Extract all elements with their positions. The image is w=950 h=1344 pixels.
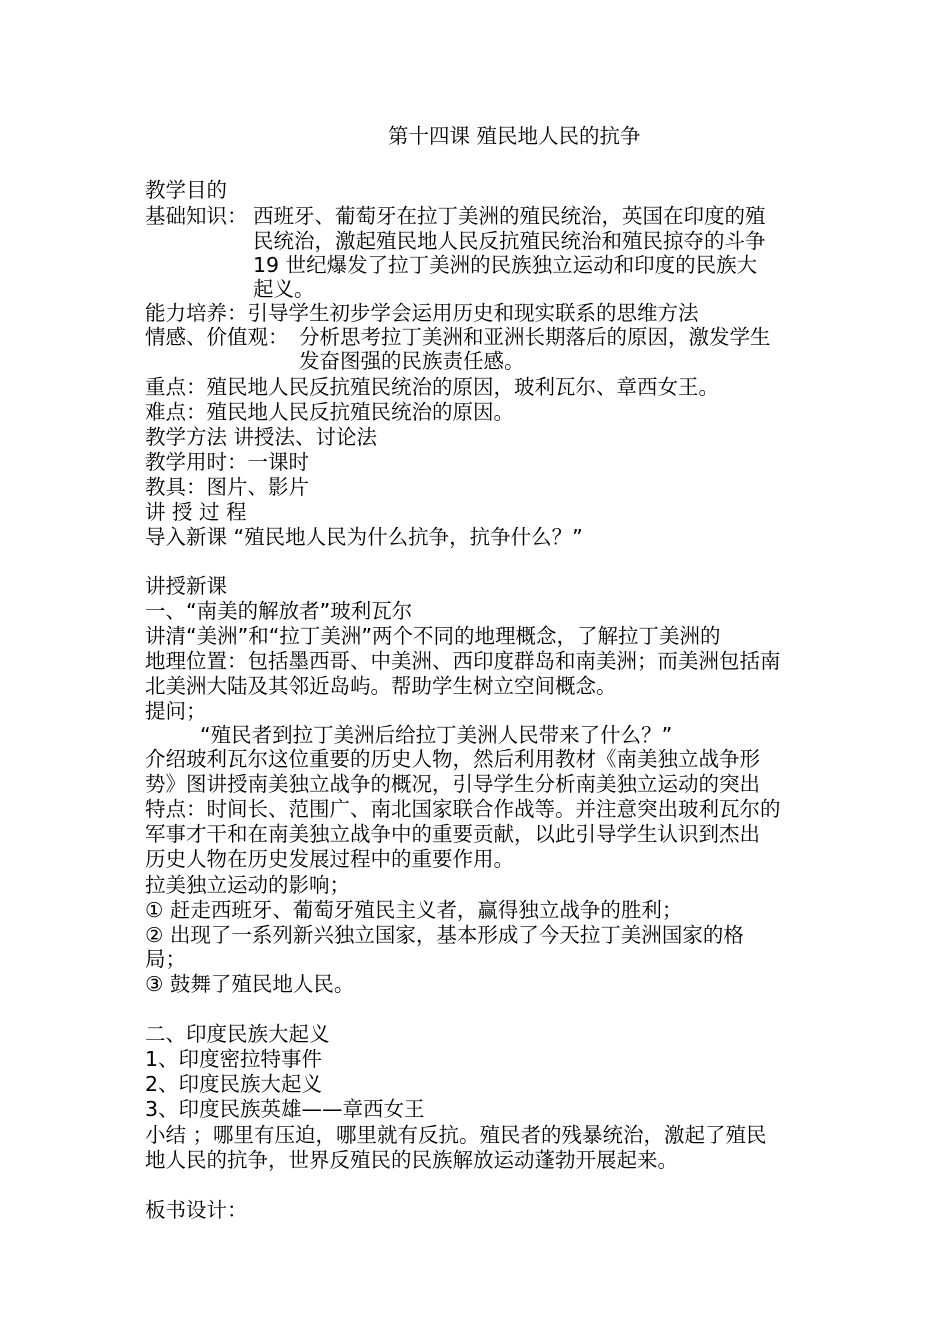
impact-item: ② 出现了一系列新兴独立国家，基本形成了今天拉丁美洲国家的格 <box>145 923 744 947</box>
objectives-heading: 教学目的 <box>145 178 227 202</box>
section2-item: 2、印度民族大起义 <box>145 1072 323 1096</box>
basic-knowledge-line: 起义。 <box>253 277 315 301</box>
intro-line: 导入新课 “殖民地人民为什么抗争，抗争什么？” <box>145 525 583 549</box>
section2-heading: 二、印度民族大起义 <box>145 1022 330 1046</box>
section1-para1-line: 地理位置：包括墨西哥、中美洲、西印度群岛和南美洲；而美洲包括南 <box>145 649 781 673</box>
emotion-label: 情感、价值观： <box>145 325 289 349</box>
time-line: 教学用时：一课时 <box>145 450 309 474</box>
question-line: “殖民者到拉丁美洲后给拉丁美洲人民带来了什么？” <box>200 723 673 747</box>
difficulty-line: 难点：殖民地人民反抗殖民统治的原因。 <box>145 400 514 424</box>
key-point-line: 重点：殖民地人民反抗殖民统治的原因，玻利瓦尔、章西女王。 <box>145 375 719 399</box>
new-lesson-heading: 讲授新课 <box>145 574 227 598</box>
section1-para2-line: 介绍玻利瓦尔这位重要的历史人物，然后利用教材《南美独立战争形 <box>145 747 760 771</box>
basic-knowledge-label: 基础知识： <box>145 204 248 228</box>
section1-para2-line: 势》图讲授南美独立战争的概况，引导学生分析南美独立运动的突出 <box>145 772 760 796</box>
section1-para2-line: 军事才干和在南美独立战争中的重要贡献，以此引导学生认识到杰出 <box>145 822 760 846</box>
basic-knowledge-line: 民统治，激起殖民地人民反抗殖民统治和殖民掠夺的斗争 <box>253 229 766 253</box>
impact-item: ① 赶走西班牙、葡萄牙殖民主义者，赢得独立战争的胜利； <box>145 898 683 922</box>
section1-para2-line: 历史人物在历史发展过程中的重要作用。 <box>145 847 514 871</box>
process-heading: 讲 授 过 程 <box>145 500 247 524</box>
basic-knowledge-line: 19 世纪爆发了拉丁美洲的民族独立运动和印度的民族大 <box>253 253 758 277</box>
section1-heading: 一、“南美的解放者”玻利瓦尔 <box>145 599 413 623</box>
emotion-line: 发奋图强的民族责任感。 <box>299 349 525 373</box>
basic-knowledge-line: 西班牙、葡萄牙在拉丁美洲的殖民统治，英国在印度的殖 <box>253 204 766 228</box>
question-label: 提问； <box>145 699 207 723</box>
lesson-title: 第十四课 殖民地人民的抗争 <box>388 124 641 148</box>
impact-heading: 拉美独立运动的影响； <box>145 873 350 897</box>
impact-item: ③ 鼓舞了殖民地人民。 <box>145 972 355 996</box>
section1-para1-line: 北美洲大陆及其邻近岛屿。帮助学生树立空间概念。 <box>145 674 617 698</box>
ability-line: 能力培养：引导学生初步学会运用历史和现实联系的思维方法 <box>145 301 699 325</box>
tools-line: 教具：图片、影片 <box>145 475 309 499</box>
board-design-heading: 板书设计： <box>145 1198 248 1222</box>
section2-item: 3、印度民族英雄——章西女王 <box>145 1097 425 1121</box>
summary-line: 地人民的抗争，世界反殖民的民族解放运动蓬勃开展起来。 <box>145 1148 678 1172</box>
impact-item: 局； <box>145 947 186 971</box>
method-line: 教学方法 讲授法、讨论法 <box>145 425 378 449</box>
section1-para2-line: 特点：时间长、范围广、南北国家联合作战等。并注意突出玻利瓦尔的 <box>145 797 781 821</box>
section1-para1-line: 讲清“美洲”和“拉丁美洲”两个不同的地理概念，了解拉丁美洲的 <box>145 624 721 648</box>
emotion-line: 分析思考拉丁美洲和亚洲长期落后的原因，激发学生 <box>299 325 771 349</box>
section2-item: 1、印度密拉特事件 <box>145 1047 323 1071</box>
summary-line: 小结 ；哪里有压迫，哪里就有反抗。殖民者的残暴统治，激起了殖民 <box>145 1123 767 1147</box>
